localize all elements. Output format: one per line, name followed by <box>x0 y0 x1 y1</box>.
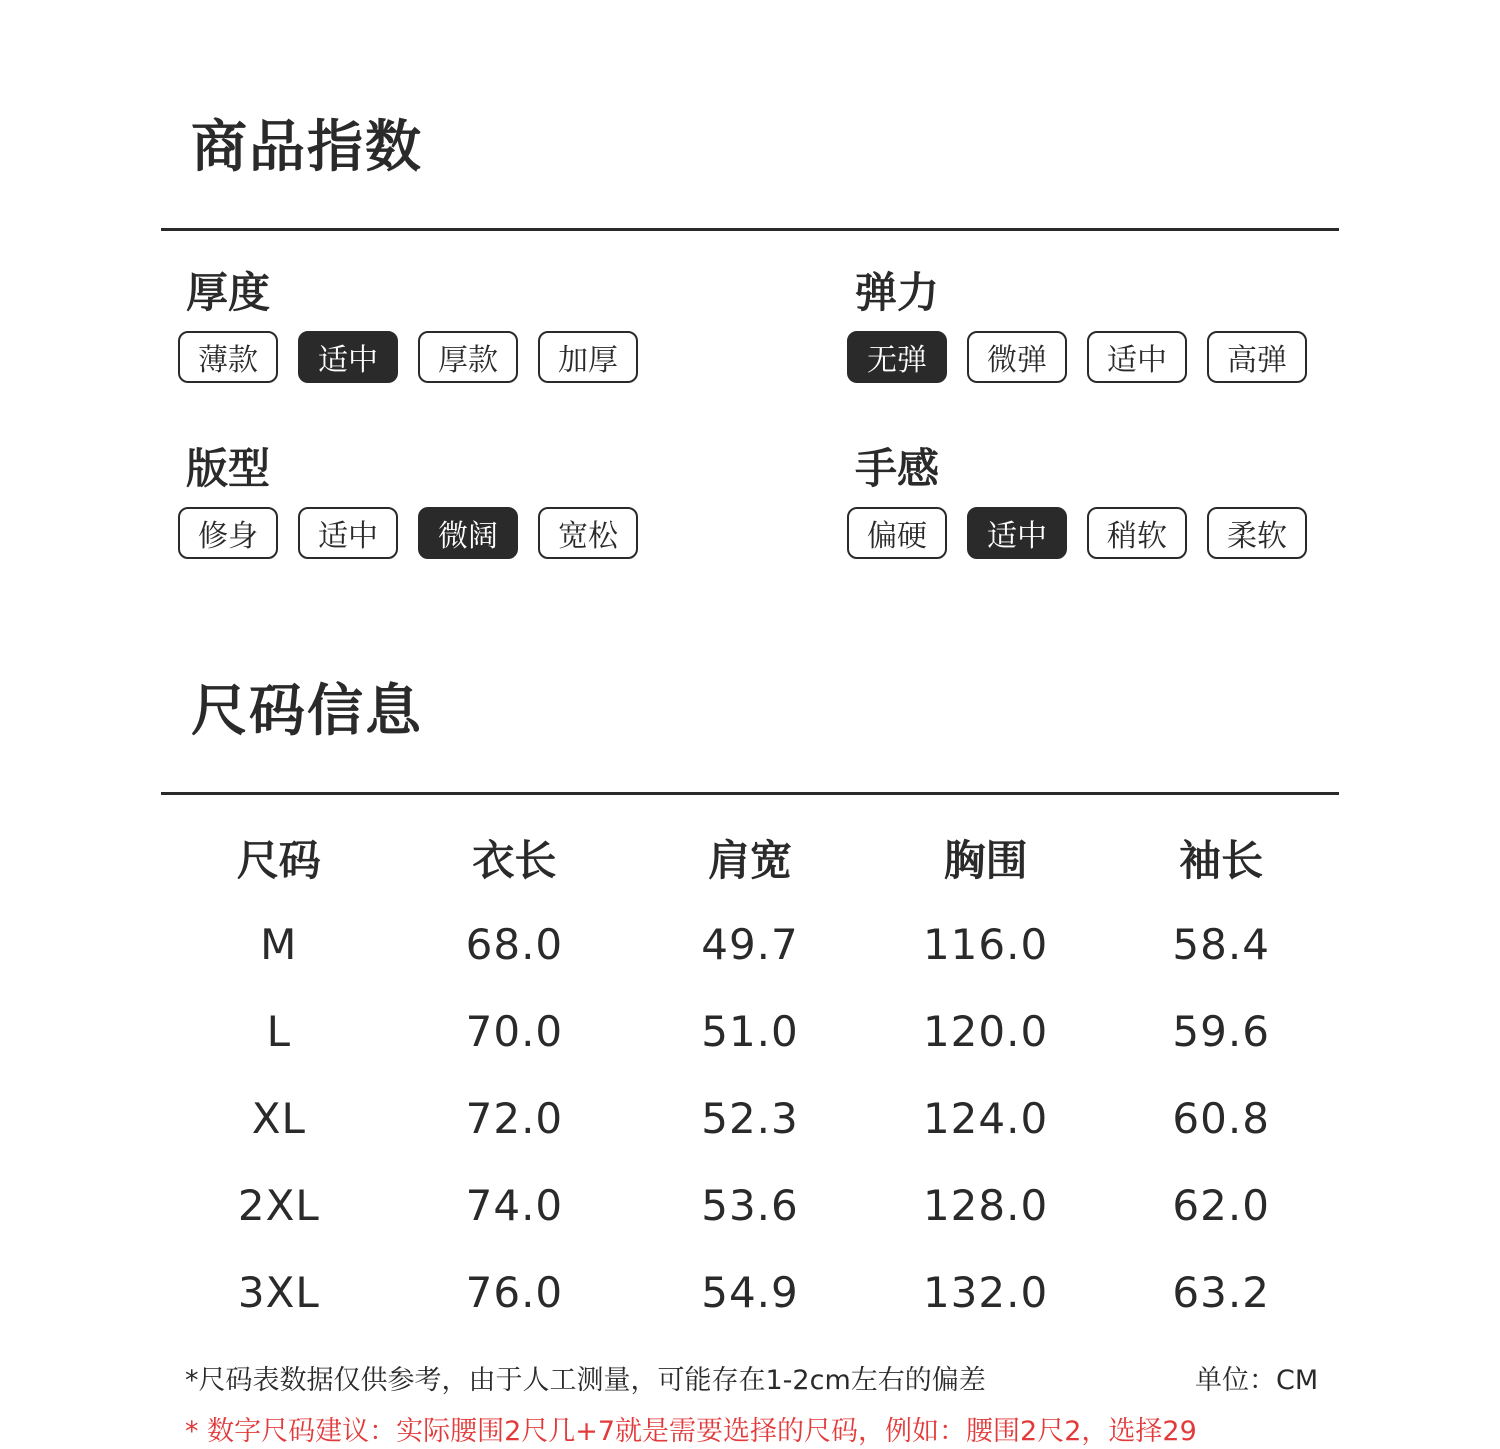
table-cell: 120.0 <box>922 1007 1049 1056</box>
table-row <box>161 1075 1339 1162</box>
table-cell: 49.7 <box>701 920 799 969</box>
table-cell: 63.2 <box>1172 1268 1270 1317</box>
tag-list <box>178 331 678 383</box>
table-cell: 72.0 <box>465 1094 564 1143</box>
table-row <box>161 901 1339 988</box>
table-cell: 68.0 <box>465 920 564 969</box>
table-row <box>161 1162 1339 1249</box>
size-advice: * 数字尺码建议：实际腰围2尺几+7就是需要选择的尺码，例如：腰围2尺2，选择29 <box>185 1416 1197 1447</box>
group-elasticity <box>847 268 1347 383</box>
group-label: 厚度 <box>186 268 271 317</box>
group-label: 版型 <box>186 444 271 493</box>
column-header: 尺码 <box>236 836 321 885</box>
table-cell: 132.0 <box>922 1268 1049 1317</box>
column-header: 衣长 <box>472 836 557 885</box>
table-cell: 52.3 <box>701 1094 799 1143</box>
table-cell: M <box>260 920 298 969</box>
table-cell: 128.0 <box>922 1181 1049 1230</box>
tag-option[interactable]: 高弹 <box>1207 331 1307 383</box>
unit-label: 单位：CM <box>1195 1365 1319 1396</box>
tag-list <box>847 331 1347 383</box>
size-title: 尺码信息 <box>191 679 423 744</box>
tag-option[interactable]: 无弹 <box>847 331 947 383</box>
tag-option[interactable]: 适中 <box>298 507 398 559</box>
measurement-note: *尺码表数据仅供参考，由于人工测量，可能存在1-2cm左右的偏差 <box>185 1365 986 1396</box>
tag-option[interactable]: 厚款 <box>418 331 518 383</box>
tag-option[interactable]: 适中 <box>967 507 1067 559</box>
table-cell: 116.0 <box>922 920 1049 969</box>
table-cell: 2XL <box>237 1181 320 1230</box>
table-row <box>161 1249 1339 1336</box>
size-divider <box>161 792 1339 795</box>
tag-option[interactable]: 微弹 <box>967 331 1067 383</box>
group-feel <box>847 444 1347 559</box>
table-cell: 74.0 <box>465 1181 564 1230</box>
size-table <box>161 815 1339 1336</box>
tag-list <box>847 507 1347 559</box>
tag-option[interactable]: 适中 <box>298 331 398 383</box>
tag-list <box>178 507 678 559</box>
table-cell: 58.4 <box>1172 920 1270 969</box>
column-header: 胸围 <box>943 836 1028 885</box>
table-cell: 54.9 <box>701 1268 799 1317</box>
group-fit <box>178 444 678 559</box>
index-divider <box>161 228 1339 231</box>
table-cell: XL <box>251 1094 306 1143</box>
tag-option[interactable]: 宽松 <box>538 507 638 559</box>
table-cell: 60.8 <box>1172 1094 1270 1143</box>
table-cell: 62.0 <box>1172 1181 1270 1230</box>
tag-option[interactable]: 微阔 <box>418 507 518 559</box>
table-cell: 51.0 <box>701 1007 799 1056</box>
table-cell: 124.0 <box>922 1094 1049 1143</box>
tag-option[interactable]: 薄款 <box>178 331 278 383</box>
tag-option[interactable]: 修身 <box>178 507 278 559</box>
tag-option[interactable]: 适中 <box>1087 331 1187 383</box>
tag-option[interactable]: 偏硬 <box>847 507 947 559</box>
index-title: 商品指数 <box>191 115 423 180</box>
table-cell: 70.0 <box>465 1007 564 1056</box>
group-label: 弹力 <box>855 268 940 317</box>
table-header-row <box>161 815 1339 901</box>
tag-option[interactable]: 加厚 <box>538 331 638 383</box>
table-row <box>161 988 1339 1075</box>
column-header: 肩宽 <box>707 836 792 885</box>
table-cell: 76.0 <box>465 1268 564 1317</box>
table-cell: 3XL <box>237 1268 320 1317</box>
table-cell: L <box>266 1007 291 1056</box>
tag-option[interactable]: 柔软 <box>1207 507 1307 559</box>
column-header: 袖长 <box>1179 836 1264 885</box>
table-cell: 53.6 <box>701 1181 799 1230</box>
group-label: 手感 <box>855 444 940 493</box>
tag-option[interactable]: 稍软 <box>1087 507 1187 559</box>
table-cell: 59.6 <box>1172 1007 1270 1056</box>
group-thickness <box>178 268 678 383</box>
